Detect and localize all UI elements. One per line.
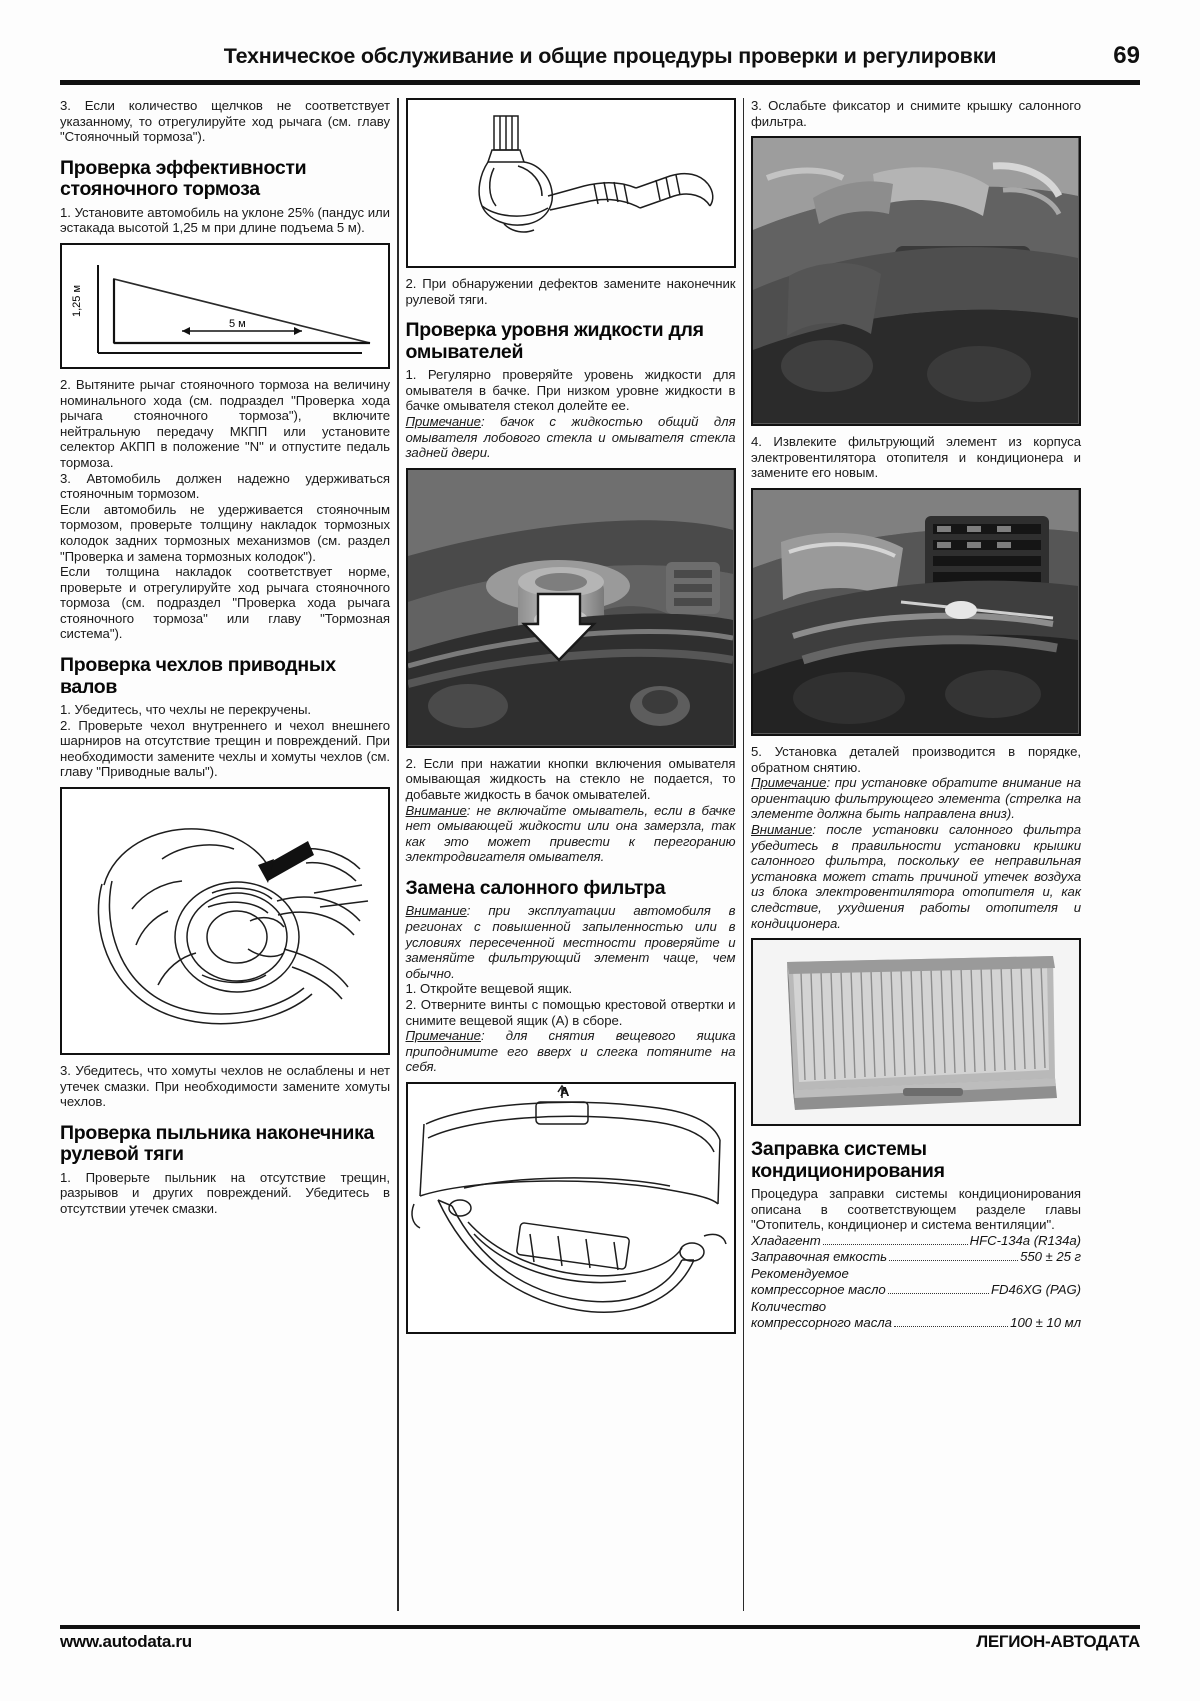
glovebox-svg bbox=[408, 1084, 733, 1331]
page-footer bbox=[60, 1625, 1140, 1659]
photo-washer-reservoir bbox=[406, 468, 736, 748]
photo-filter-removal bbox=[751, 488, 1081, 736]
warning-block bbox=[406, 903, 736, 981]
column-middle bbox=[406, 98, 736, 1611]
section-heading-tie-rod-boot: Проверка пыльника наконечника рулевой тяги bbox=[60, 1121, 375, 1166]
three-column-body bbox=[60, 98, 1140, 1611]
paragraph: 1. Откройте вещевой ящик. bbox=[405, 981, 573, 997]
paragraph: 5. Установка деталей производится в порядке, обратном снятию. bbox=[751, 743, 1081, 775]
filter-removal-photo bbox=[753, 490, 1078, 733]
paragraph: 3. Если количество щелчков не соответствует указанному, то отрегулируйте ход рычага (см. главу "Стояночный тормоза"). bbox=[60, 98, 390, 145]
driveshaft-svg bbox=[62, 789, 387, 1052]
paragraph: 2. Отверните винты с помощью крестовой отвертки и снимите вещевой ящик (А) в сборе. bbox=[405, 996, 736, 1028]
paragraph: 1. Проверьте пыльник на отсутствие трещин, разрывов и других повреждений. Убедитесь в отсутствии утечек смазки. bbox=[60, 1169, 390, 1216]
page-sheet bbox=[60, 40, 1140, 1671]
paragraph: Процедура заправки системы кондиционирования описана в соответствующем разделе главы "Отопитель, кондиционер и система вентиляции". bbox=[751, 1186, 1081, 1233]
paragraph: 3. Убедитесь, что хомуты чехлов не ослаблены и нет утечек смазки. При необходимости замените хомуты чехлов. bbox=[60, 1063, 390, 1110]
note-text: : бачок с жидкостью общий для омывателя лобового стекла и омывателя стекла задней двери. bbox=[405, 413, 736, 461]
note-block bbox=[406, 414, 736, 461]
section-heading-cabin-filter-replacement: Замена салонного фильтра bbox=[405, 876, 666, 899]
glovebox-callout-a: A bbox=[559, 1083, 569, 1099]
warning-label: Внимание bbox=[405, 903, 467, 919]
section-heading-washer-fluid-level: Проверка уровня жидкости для омывателей bbox=[405, 319, 704, 363]
paragraph: 2. Если при нажатии кнопки включения омывателя омывающая жидкость на стекло не подается, то добавьте жидкость в бачок омывателей. bbox=[405, 755, 736, 802]
note-block bbox=[406, 1028, 736, 1075]
paragraph: 2. При обнаружении дефектов замените наконечник рулевой тяги. bbox=[405, 276, 736, 307]
figure-glovebox-drawing bbox=[406, 1082, 736, 1334]
spec-dots bbox=[888, 1293, 989, 1294]
warning-label: Внимание bbox=[751, 821, 813, 837]
cabin-filter-photo bbox=[753, 940, 1078, 1123]
photo-cabin-filter-element bbox=[751, 938, 1081, 1126]
spec-dots bbox=[823, 1244, 968, 1245]
paragraph: 3. Автомобиль должен надежно удерживаться стояночным тормозом. bbox=[60, 470, 390, 502]
page-header bbox=[60, 40, 1140, 90]
spec-dots bbox=[894, 1326, 1008, 1327]
header-rule bbox=[60, 80, 1140, 85]
warning-text: : не включайте омыватель, если в бачке нет омывающей жидкости или она замерзла, так как это может привести к перегоранию электродвигателя омывателя. bbox=[405, 802, 736, 865]
warning-block bbox=[751, 822, 1081, 931]
footer-publisher: ЛЕГИОН-АВТОДАТА bbox=[976, 1632, 1140, 1651]
note-text: : для снятия вещевого ящика приподнимите его вверх и слегка потяните на себя. bbox=[405, 1028, 736, 1075]
note-label: Примечание bbox=[751, 775, 827, 791]
ramp-height-label: 1,25 м bbox=[71, 284, 83, 317]
footer-website[interactable]: www.autodata.ru bbox=[60, 1632, 192, 1651]
figure-tie-rod-end-drawing bbox=[406, 98, 736, 268]
warning-text: : при эксплуатации автомобиля в регионах с повышенной запыленностью или в условиях пересеченной местности проверяйте и заменяйте фильтрующий элемент чаще, чем обычно. bbox=[405, 903, 736, 981]
section-heading-driveshaft-boots: Проверка чехлов приводных валов bbox=[60, 654, 336, 698]
footer-rule bbox=[60, 1625, 1140, 1629]
figure-ramp-diagram bbox=[60, 243, 390, 369]
note-label: Примечание bbox=[405, 1028, 481, 1044]
column-right bbox=[751, 98, 1081, 1611]
washer-photo-svg bbox=[408, 470, 733, 745]
spec-row bbox=[751, 1282, 1081, 1299]
warning-text: : после установки салонного фильтра убедитесь в правильности установки крышки салонного фильтра, поскольку ее неправильная установка может стать причиной утечек воздуха из блока электровентилятора отопителя и, как следствие, ухудшения работы отопителя и кондиционера. bbox=[751, 821, 1081, 931]
paragraph: 2. Проверьте чехол внутреннего и чехол внешнего шарниров на отсутствие трещин и повреждений. При необходимости замените чехлы и хомуты чехлов (см. главу "Приводные валы"). bbox=[60, 717, 390, 780]
section-heading-parking-brake-effectiveness: Проверка эффективности стояночного тормоза bbox=[60, 156, 307, 201]
paragraph: 1. Регулярно проверяйте уровень жидкости для омывателя в бачке. При низком уровне жидкости в бачке омывателя стекол долейте ее. bbox=[405, 367, 736, 414]
page-title: Техническое обслуживание и общие процедуры проверки и регулировки bbox=[223, 44, 997, 68]
page-number: 69 bbox=[1113, 42, 1140, 69]
column-left bbox=[60, 98, 390, 1611]
spec-name: Заправочная емкость bbox=[751, 1249, 888, 1265]
figure-driveshaft-boot-drawing bbox=[60, 787, 390, 1055]
spec-value: 100 ± 10 мл bbox=[1010, 1315, 1081, 1331]
filter-cover-photo bbox=[753, 138, 1078, 423]
spec-name: компрессорное масло bbox=[751, 1282, 886, 1298]
ramp-length-label: 5 м bbox=[229, 317, 246, 330]
spec-row bbox=[751, 1249, 1081, 1266]
spec-row bbox=[751, 1315, 1081, 1332]
spec-name-line1: Рекомендуемое bbox=[751, 1265, 849, 1281]
spec-name: компрессорного масла bbox=[751, 1315, 892, 1331]
ramp-svg bbox=[62, 245, 387, 366]
spec-row bbox=[751, 1233, 1081, 1250]
paragraph: Если толщина накладок соответствует норме, проверьте и отрегулируйте ход рычага стояночного тормоза (см. подраздел "Проверка хода рычага стояночного тормоза" или главу "Тормозная система"). bbox=[60, 564, 390, 642]
note-label: Примечание bbox=[405, 413, 481, 429]
warning-label: Внимание bbox=[405, 802, 467, 818]
spec-value: FD46XG (PAG) bbox=[990, 1282, 1081, 1298]
tie-rod-svg bbox=[408, 100, 733, 265]
paragraph: Если автомобиль не удерживается стояночным тормозом, проверьте толщину накладок тормозных колодок задних тормозных механизмов (см. раздел "Проверка и замена тормозных колодок"). bbox=[60, 501, 390, 564]
paragraph: 3. Ослабьте фиксатор и снимите крышку салонного фильтра. bbox=[751, 98, 1081, 129]
column-divider bbox=[397, 98, 399, 1611]
note-block bbox=[751, 775, 1081, 822]
warning-block bbox=[406, 803, 736, 865]
section-heading-ac-recharge: Заправка системы кондиционирования bbox=[751, 1138, 945, 1182]
spec-name: Хладагент bbox=[751, 1232, 821, 1248]
paragraph: 2. Вытяните рычаг стояночного тормоза на величину номинального хода (см. подраздел "Проверка хода рычага стояночного тормоза"), включите нейтральную передачу МКПП или установите селектор АКПП в положение "N" и отпустите педаль тормоза. bbox=[60, 376, 390, 470]
photo-filter-cover bbox=[751, 136, 1081, 426]
paragraph: 1. Убедитесь, что чехлы не перекручены. bbox=[60, 702, 312, 718]
spec-dots bbox=[889, 1260, 1018, 1261]
spec-value: 550 ± 25 г bbox=[1020, 1249, 1081, 1265]
paragraph: 1. Установите автомобиль на уклоне 25% (пандус или эстакада высотой 1,25 м при длине подъема 5 м). bbox=[60, 204, 390, 236]
paragraph: 4. Извлеките фильтрующий элемент из корпуса электровентилятора отопителя и кондиционера и замените его новым. bbox=[751, 434, 1081, 481]
column-divider bbox=[743, 98, 745, 1611]
spec-name-line1: Количество bbox=[751, 1298, 827, 1314]
spec-value: HFC-134a (R134a) bbox=[969, 1232, 1081, 1248]
note-text: : при установке обратите внимание на ориентацию фильтрующего элемента (стрелка на элементе должна быть направлена вниз). bbox=[751, 775, 1081, 822]
